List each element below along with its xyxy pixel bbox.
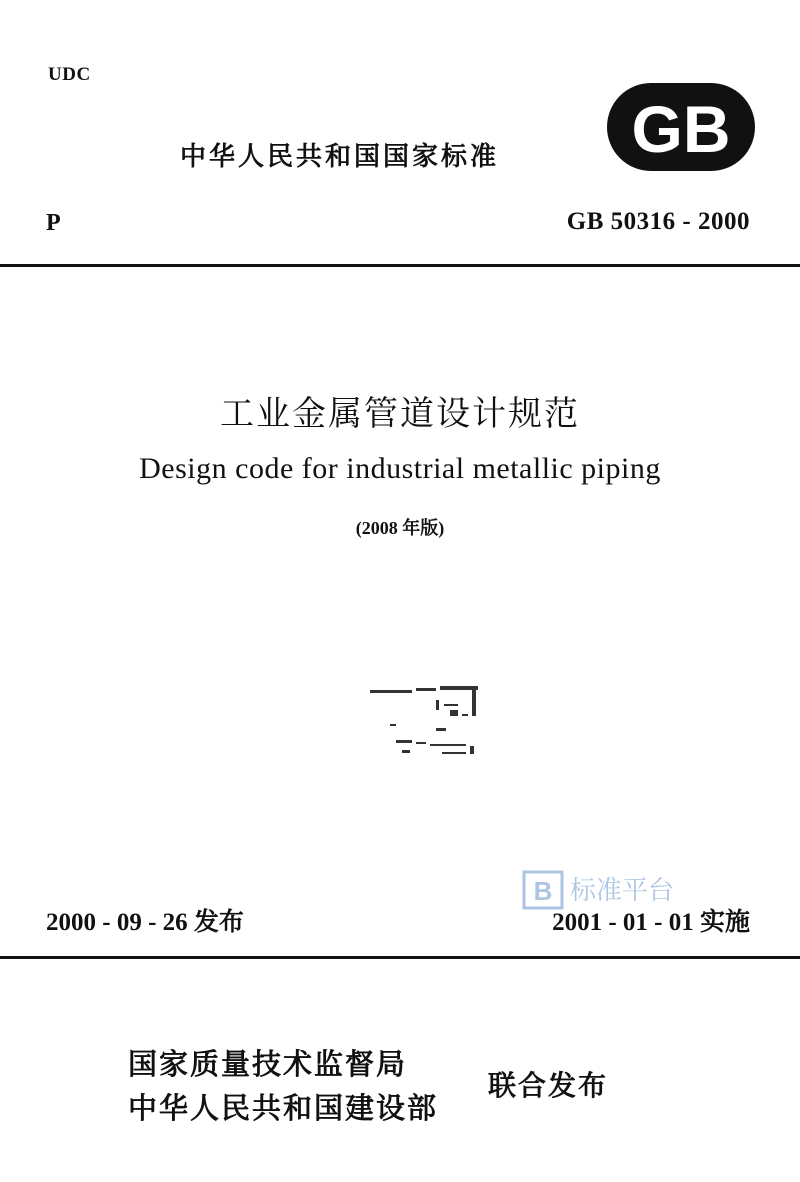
title-chinese: 工业金属管道设计规范 <box>220 394 580 434</box>
top-divider <box>0 264 800 267</box>
implementation-date: 2001 - 01 - 01 实施 <box>552 909 750 936</box>
publisher-seal-mark <box>366 680 490 764</box>
udc-label: UDC <box>48 64 91 85</box>
edition-label: (2008 年版) <box>355 518 445 538</box>
gb-logo-text: GB <box>631 92 731 166</box>
authority-line-2: 中华人民共和国建设部 <box>128 1091 439 1125</box>
watermark-text: 标准平台 <box>570 876 675 906</box>
bottom-divider <box>0 956 800 959</box>
standard-code: GB 50316 - 2000 <box>566 208 750 235</box>
category-letter: P <box>46 210 61 236</box>
standard-type-heading: 中华人民共和国国家标准 <box>180 142 500 172</box>
svg-text:B: B <box>533 876 553 906</box>
joint-issue-label: 联合发布 <box>488 1069 609 1102</box>
authority-line-1: 国家质量技术监督局 <box>128 1047 408 1081</box>
watermark-logo <box>520 868 730 912</box>
title-english: Design code for industrial metallic piping <box>139 452 661 485</box>
issue-date: 2000 - 09 - 26 发布 <box>46 909 244 936</box>
gb-logo <box>606 82 756 172</box>
